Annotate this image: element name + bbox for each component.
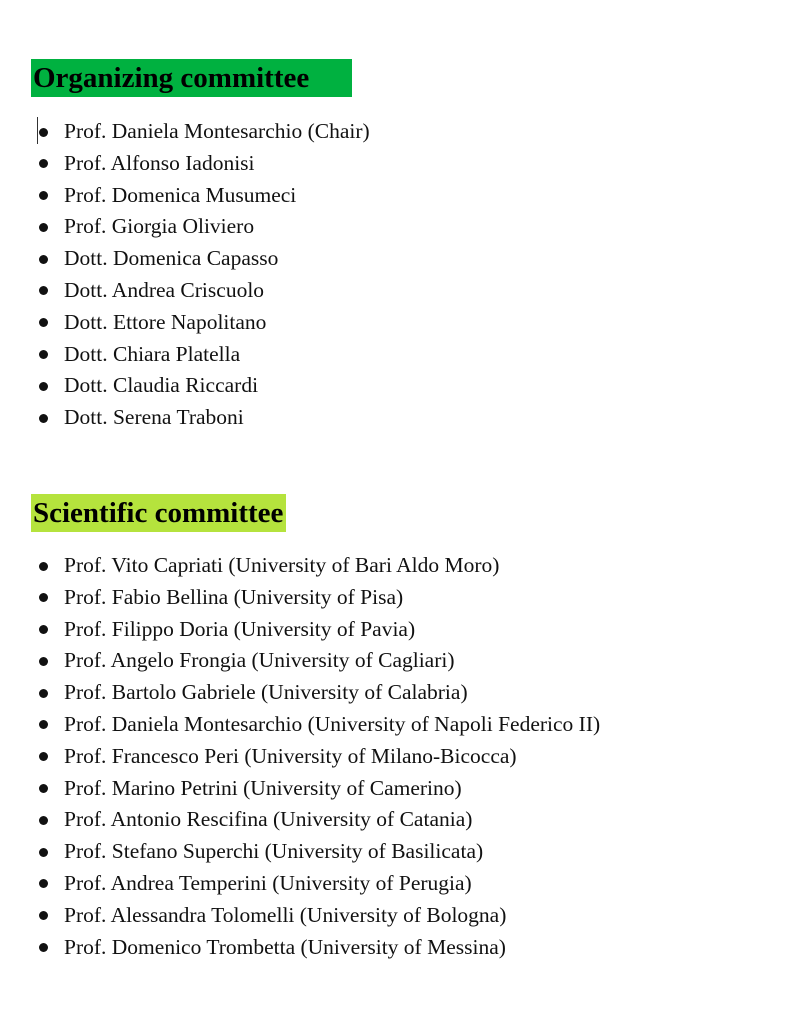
bullet-icon: [39, 223, 48, 232]
scientific-committee-heading: Scientific committee: [31, 494, 286, 532]
member-name: Prof. Bartolo Gabriele (University of Calabria): [64, 680, 468, 705]
member-name: Prof. Domenico Trombetta (University of Messina): [64, 934, 506, 959]
bullet-icon: [39, 689, 48, 698]
member-name: Prof. Giorgia Oliviero: [64, 214, 255, 239]
bullet-icon: [39, 657, 48, 666]
bullet-icon: [39, 784, 48, 793]
member-name: Dott. Domenica Capasso: [64, 246, 279, 271]
bullet-icon: [39, 286, 48, 295]
bullet-icon: [39, 382, 48, 391]
bullet-icon: [39, 625, 48, 634]
member-name: Dott. Claudia Riccardi: [64, 373, 259, 398]
bullet-icon: [39, 128, 48, 137]
bullet-icon: [39, 350, 48, 359]
bullet-icon: [39, 318, 48, 327]
member-name: Prof. Stefano Superchi (University of Basilicata): [64, 839, 484, 864]
organizing-committee-heading: Organizing committee: [31, 59, 352, 97]
member-name: Prof. Domenica Musumeci: [64, 182, 297, 207]
member-name: Prof. Alessandra Tolomelli (University of Bologna): [64, 902, 507, 927]
member-name: Prof. Filippo Doria (University of Pavia): [64, 616, 416, 641]
member-name: Prof. Andrea Temperini (University of Perugia): [64, 870, 472, 895]
member-name: Prof. Alfonso Iadonisi: [64, 150, 255, 175]
bullet-icon: [39, 562, 48, 571]
member-name: Dott. Ettore Napolitano: [64, 309, 267, 334]
bullet-icon: [39, 943, 48, 952]
bullet-icon: [39, 816, 48, 825]
member-name: Dott. Serena Traboni: [64, 405, 244, 430]
bullet-icon: [39, 720, 48, 729]
member-name: Dott. Andrea Criscuolo: [64, 277, 265, 302]
member-name: Prof. Daniela Montesarchio (Chair): [64, 119, 370, 143]
member-name: Prof. Angelo Frongia (University of Cagliari): [64, 648, 455, 673]
bullet-icon: [39, 191, 48, 200]
member-name: Prof. Antonio Rescifina (University of Catania): [64, 807, 473, 832]
text-cursor: [37, 117, 38, 144]
bullet-icon: [39, 752, 48, 761]
member-name: Prof. Marino Petrini (University of Camerino): [64, 775, 462, 800]
bullet-icon: [39, 848, 48, 857]
member-name: Prof. Francesco Peri (University of Milano-Bicocca): [64, 743, 517, 768]
bullet-icon: [39, 255, 48, 264]
bullet-icon: [39, 159, 48, 168]
bullet-icon: [39, 879, 48, 888]
member-name: Prof. Vito Capriati (University of Bari Aldo Moro): [64, 553, 500, 577]
member-name: Dott. Chiara Platella: [64, 341, 241, 366]
bullet-icon: [39, 414, 48, 423]
bullet-icon: [39, 911, 48, 920]
member-name: Prof. Fabio Bellina (University of Pisa): [64, 584, 404, 609]
bullet-icon: [39, 593, 48, 602]
member-name: Prof. Daniela Montesarchio (University of Napoli Federico II): [64, 711, 601, 736]
